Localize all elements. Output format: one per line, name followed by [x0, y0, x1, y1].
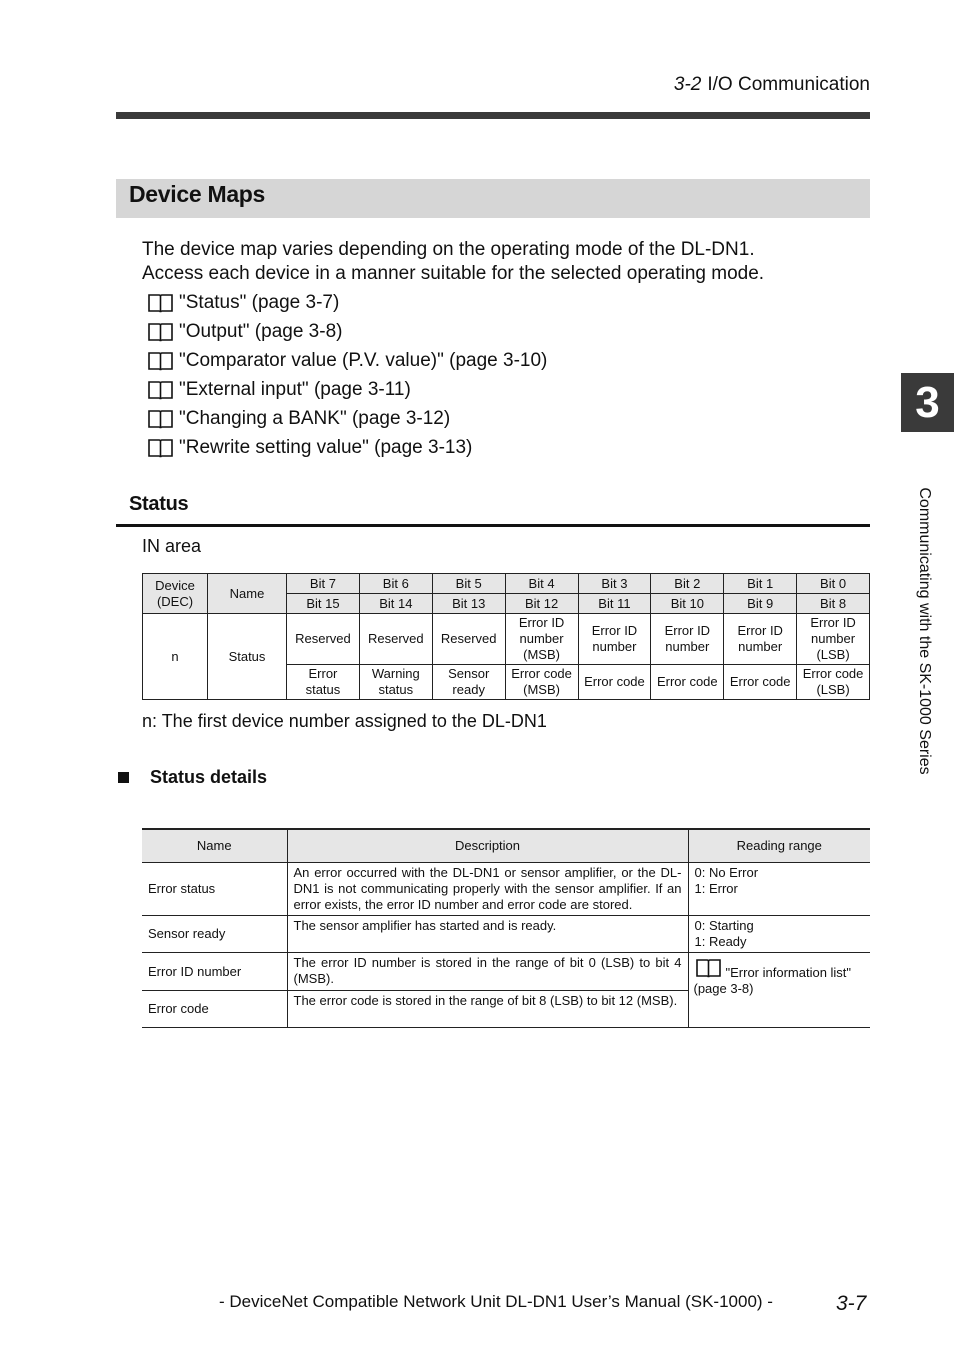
bit-cell [724, 614, 797, 665]
bit-header-cell: Bit 11 [578, 594, 651, 614]
page-title: Device Maps [129, 181, 266, 207]
reference-text: "External input" (page 3-11) [179, 379, 411, 400]
bit-header-cell: Bit 4 [505, 574, 578, 594]
row-range [688, 916, 870, 953]
row-description: An error occurred with the DL-DN1 or sensor amplifier, or the DL-DN1 is not communicating properly with the sensor amplifier. If an error exists, the error ID number and error code are stored. [287, 863, 688, 916]
bit-header-cell: Bit 5 [432, 574, 505, 594]
chapter-side-label: Communicating with the SK-1000 Series [916, 487, 933, 775]
bit-cell-line: Error code [511, 666, 572, 681]
column-header: Name [142, 829, 287, 863]
table-row [142, 916, 870, 953]
bit-cell-line: Error code [584, 674, 645, 689]
bit-cell-line: number [592, 639, 637, 654]
bit-cell [578, 614, 651, 665]
bit-header-cell: Bit 6 [359, 574, 432, 594]
reference-link[interactable] [147, 292, 339, 314]
in-area-label: IN area [142, 536, 202, 556]
bit-cell-line: Error [308, 666, 338, 681]
bit-cell [724, 665, 797, 700]
table-header-row [142, 829, 870, 863]
book-icon [147, 379, 174, 401]
section-title-header: I/O Communication [707, 74, 870, 95]
reference-text: "Rewrite setting value" (page 3-13) [179, 437, 473, 458]
bit-cell [651, 614, 724, 665]
bit-header-cell: Bit 8 [797, 594, 870, 614]
bit-cell [505, 614, 578, 665]
reference-link[interactable] [147, 408, 450, 430]
row-description: The error ID number is stored in the range of bit 0 (LSB) to bit 4 (MSB). [287, 953, 688, 991]
bit-cell-line: number [519, 631, 564, 646]
bit-cell-line: (MSB) [523, 682, 560, 697]
bit-cell-line: Reserved [440, 631, 497, 646]
bit-cell-line: (LSB) [816, 647, 850, 662]
row-name: Sensor ready [142, 916, 287, 953]
bit-cell [359, 614, 432, 665]
bit-cell-line: Error ID [664, 623, 711, 638]
range-line: 1: Ready [694, 934, 747, 949]
bit-cell-line: (LSB) [816, 682, 850, 697]
reference-text: "Comparator value (P.V. value)" (page 3-10) [179, 350, 548, 371]
book-icon [147, 321, 174, 343]
device-cell: n [143, 614, 208, 700]
book-icon [147, 292, 174, 314]
row-range [688, 863, 870, 916]
bit-header-cell: Bit 9 [724, 594, 797, 614]
bit-header-cell: Bit 15 [287, 594, 360, 614]
bit-cell-line: Error ID [810, 615, 856, 630]
bit-cell [359, 665, 432, 700]
bit-cell [797, 665, 870, 700]
reference-link[interactable] [147, 350, 547, 372]
bit-cell [578, 665, 651, 700]
status-details-title: Status details [150, 767, 268, 787]
bit-header-cell: Bit 7 [287, 574, 360, 594]
bit-header-cell: Bit 1 [724, 574, 797, 594]
bit-cell [432, 665, 505, 700]
book-icon [147, 408, 174, 430]
bit-cell-line: Warning [371, 666, 420, 681]
reference-link[interactable] [147, 379, 411, 401]
bit-cell-line: Error ID [737, 623, 783, 638]
bit-cell-line: Error ID [518, 615, 565, 630]
table-row [142, 953, 870, 991]
reference-text: "Status" (page 3-7) [179, 292, 340, 313]
bit-cell-line: Error ID [591, 623, 638, 638]
bit-cell-line: Reserved [367, 631, 424, 646]
bit-cell [432, 614, 505, 665]
name-cell: Status [208, 614, 287, 700]
column-header: Reading range [688, 829, 870, 863]
bit-cell-line: Error code [729, 674, 791, 689]
range-line: 1: Error [694, 881, 738, 896]
top-rule [116, 112, 870, 119]
bit-cell-line: number [811, 631, 856, 646]
reference-link[interactable] [147, 437, 472, 459]
reference-text: "Changing a BANK" (page 3-12) [179, 408, 451, 429]
bit-header-cell: Bit 0 [797, 574, 870, 594]
reference-text: "Output" (page 3-8) [179, 321, 343, 342]
bit-cell-line: ready [452, 682, 485, 697]
square-bullet-icon [118, 772, 129, 783]
row-range-reference[interactable] [688, 953, 870, 1028]
device-header-line: Device [155, 577, 195, 593]
bit-header-cell: Bit 14 [359, 594, 432, 614]
status-rule [116, 524, 870, 527]
bit-cell [797, 614, 870, 665]
bit-cell-line: Error code [802, 666, 864, 681]
row-name: Error ID number [142, 953, 287, 991]
reference-link[interactable] [147, 321, 342, 343]
status-heading: Status [129, 493, 189, 515]
range-line: 0: No Error [694, 865, 759, 880]
section-number: 3-2 [673, 74, 702, 95]
running-head [600, 74, 870, 96]
row-description: The sensor amplifier has started and is ready. [287, 916, 688, 953]
bit-cell [287, 665, 360, 700]
bit-cell-line: Reserved [295, 631, 351, 646]
table-row [142, 863, 870, 916]
bit-cell-line: number [665, 639, 710, 654]
bit-header-cell: Bit 12 [505, 594, 578, 614]
range-reference-text: "Error information list" (page 3-8) [693, 965, 852, 996]
bit-cell-line: Error code [656, 674, 718, 689]
book-icon [147, 350, 174, 372]
name-header-cell: Name [208, 574, 287, 614]
intro-line-2: Access each device in a manner suitable for the selected operating mode. [142, 263, 765, 284]
bit-cell-line: status [305, 682, 341, 697]
bit-cell-line: Sensor [448, 666, 490, 681]
intro-line-1: The device map varies depending on the operating mode of the DL-DN1. [142, 239, 755, 260]
bit-header-cell: Bit 2 [651, 574, 724, 594]
bit-header-cell: Bit 3 [578, 574, 651, 594]
device-header-cell [143, 574, 208, 614]
status-details-table [142, 828, 870, 1028]
device-map-table [142, 573, 870, 700]
bit-cell [651, 665, 724, 700]
device-header-line: (DEC) [156, 593, 194, 609]
range-line: 0: Starting [694, 918, 754, 933]
row-name: Error code [142, 991, 287, 1028]
bit-cell-line: number [738, 639, 783, 654]
bit-cell [287, 614, 360, 665]
bit-cell [505, 665, 578, 700]
bit-cell-line: (MSB) [523, 647, 560, 662]
page-number: 3-7 [836, 1292, 867, 1315]
chapter-tab[interactable]: 3 [901, 373, 954, 432]
bit-header-cell: Bit 13 [432, 594, 505, 614]
status-details-heading [118, 767, 267, 788]
row-description: The error code is stored in the range of bit 8 (LSB) to bit 12 (MSB). [287, 991, 688, 1028]
bit-cell-line: status [378, 682, 414, 697]
column-header: Description [287, 829, 688, 863]
row-name: Error status [142, 863, 287, 916]
bit-header-cell: Bit 10 [651, 594, 724, 614]
footer-text: - DeviceNet Compatible Network Unit DL-DN1 User’s Manual (SK-1000) - [219, 1292, 773, 1311]
device-note: n: The first device number assigned to the DL-DN1 [142, 711, 547, 731]
book-icon [147, 437, 174, 459]
